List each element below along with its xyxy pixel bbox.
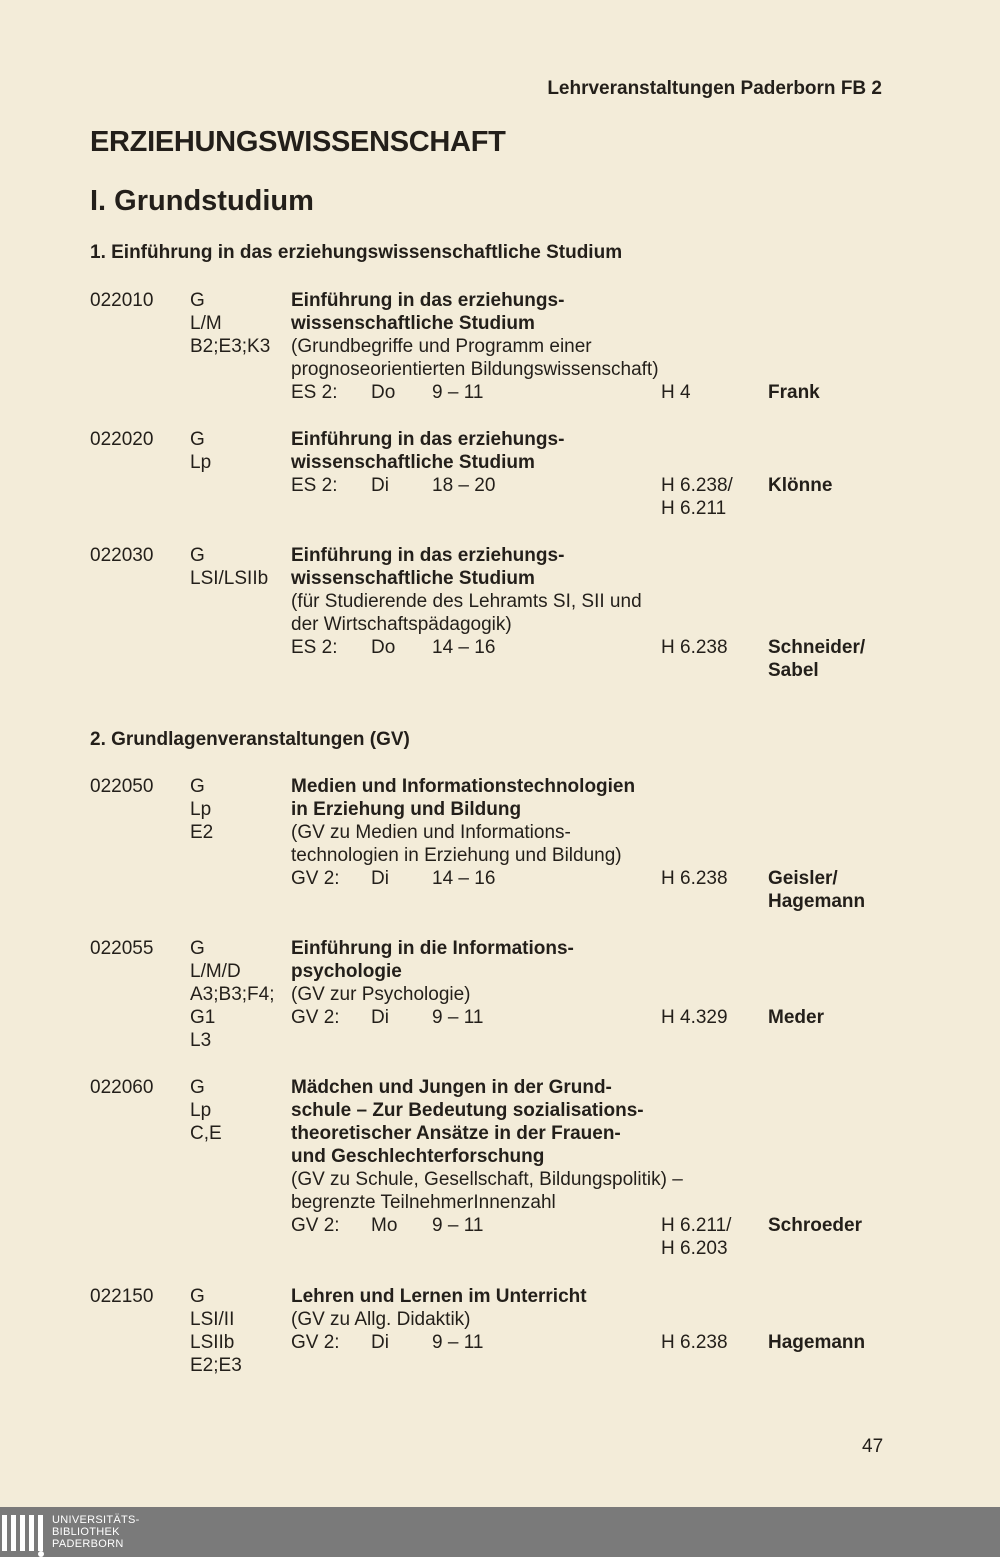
- course-code: G: [190, 545, 205, 566]
- course-type: GV 2:: [291, 1215, 340, 1236]
- course-title-line: Einführung in das erziehungs-: [291, 429, 565, 450]
- course-code: G: [190, 938, 205, 959]
- course-code: Lp: [190, 799, 212, 820]
- course-day: Di: [371, 475, 389, 496]
- course-title-line: Einführung in das erziehungs-: [291, 290, 565, 311]
- course-lecturer: Hagemann: [768, 1332, 866, 1353]
- footer-logo-line: UNIVERSITÄTS-: [52, 1514, 140, 1526]
- course-lecturer: Schroeder: [768, 1215, 862, 1236]
- course-code: E2: [190, 822, 214, 843]
- logo-dot-icon: [38, 1551, 44, 1557]
- course-code: Lp: [190, 452, 212, 473]
- section-heading-1: 1. Einführung in das erziehungswissenschaftliche Studium: [90, 242, 623, 263]
- library-logo-icon: [2, 1515, 46, 1551]
- course-type: ES 2:: [291, 637, 338, 658]
- course-description-line: (Grundbegriffe und Programm einer: [291, 336, 592, 357]
- running-header: Lehrveranstaltungen Paderborn FB 2: [547, 78, 882, 99]
- footer-logo-line: BIBLIOTHEK: [52, 1526, 120, 1538]
- course-number: 022055: [90, 938, 154, 959]
- course-title-line: Einführung in die Informations-: [291, 938, 574, 959]
- course-code: G: [190, 429, 205, 450]
- course-code: L3: [190, 1030, 212, 1051]
- course-title-line: psychologie: [291, 961, 402, 982]
- course-code: E2;E3: [190, 1355, 242, 1376]
- course-day: Mo: [371, 1215, 398, 1236]
- course-room: H 6.211/: [661, 1215, 732, 1236]
- course-code: Lp: [190, 1100, 212, 1121]
- course-room: H 6.238: [661, 1332, 728, 1353]
- course-day: Di: [371, 868, 389, 889]
- course-day: Do: [371, 382, 396, 403]
- course-code: C,E: [190, 1123, 222, 1144]
- course-code: L/M: [190, 313, 222, 334]
- course-description-line: (GV zu Medien und Informations-: [291, 822, 571, 843]
- course-title-line: wissenschaftliche Studium: [291, 568, 535, 589]
- library-footer-bar: [0, 1507, 1000, 1557]
- course-code: G: [190, 290, 205, 311]
- course-description-line: (GV zu Schule, Gesellschaft, Bildungspolitik) –: [291, 1169, 683, 1190]
- footer-logo-line: PADERBORN: [52, 1538, 124, 1550]
- course-code: B2;E3;K3: [190, 336, 271, 357]
- course-day: Di: [371, 1332, 389, 1353]
- course-lecturer: Geisler/: [768, 868, 838, 889]
- course-number: 022010: [90, 290, 154, 311]
- course-room: H 4.329: [661, 1007, 728, 1028]
- course-type: GV 2:: [291, 1007, 340, 1028]
- course-type: GV 2:: [291, 868, 340, 889]
- course-type: ES 2:: [291, 475, 338, 496]
- course-code: A3;B3;F4;: [190, 984, 275, 1005]
- course-time: 14 – 16: [432, 868, 496, 889]
- part-title: I. Grundstudium: [90, 185, 314, 217]
- course-code: G: [190, 1077, 205, 1098]
- course-type: ES 2:: [291, 382, 338, 403]
- course-lecturer: Hagemann: [768, 891, 866, 912]
- course-description-line: begrenzte TeilnehmerInnenzahl: [291, 1192, 556, 1213]
- subject-title: ERZIEHUNGSWISSENSCHAFT: [90, 126, 506, 158]
- course-code: G: [190, 776, 205, 797]
- course-lecturer: Klönne: [768, 475, 833, 496]
- course-room: H 6.203: [661, 1238, 728, 1259]
- course-time: 18 – 20: [432, 475, 496, 496]
- course-description-line: prognoseorientierten Bildungswissenschaft): [291, 359, 659, 380]
- course-description-line: der Wirtschaftspädagogik): [291, 614, 512, 635]
- course-title-line: Mädchen und Jungen in der Grund-: [291, 1077, 612, 1098]
- course-title-line: wissenschaftliche Studium: [291, 452, 535, 473]
- course-room: H 6.211: [661, 498, 727, 519]
- course-lecturer: Sabel: [768, 660, 819, 681]
- course-description-line: (für Studierende des Lehramts SI, SII und: [291, 591, 642, 612]
- course-title-line: wissenschaftliche Studium: [291, 313, 535, 334]
- course-day: Di: [371, 1007, 389, 1028]
- course-title-line: schule – Zur Bedeutung sozialisations-: [291, 1100, 644, 1121]
- course-number: 022150: [90, 1286, 154, 1307]
- course-number: 022050: [90, 776, 154, 797]
- course-title-line: Einführung in das erziehungs-: [291, 545, 565, 566]
- course-code: G: [190, 1286, 205, 1307]
- course-lecturer: Meder: [768, 1007, 824, 1028]
- course-time: 9 – 11: [432, 1215, 484, 1236]
- course-title-line: und Geschlechterforschung: [291, 1146, 545, 1167]
- course-type: GV 2:: [291, 1332, 340, 1353]
- course-title-line: Medien und Informationstechnologien: [291, 776, 636, 797]
- course-room: H 6.238: [661, 868, 728, 889]
- course-code: G1: [190, 1007, 216, 1028]
- course-room: H 6.238/: [661, 475, 733, 496]
- course-description-line: technologien in Erziehung und Bildung): [291, 845, 622, 866]
- course-code: LSIIb: [190, 1332, 235, 1353]
- course-number: 022060: [90, 1077, 154, 1098]
- course-lecturer: Schneider/: [768, 637, 866, 658]
- section-heading-2: 2. Grundlagenveranstaltungen (GV): [90, 729, 410, 750]
- course-title-line: Lehren und Lernen im Unterricht: [291, 1286, 587, 1307]
- course-time: 9 – 11: [432, 382, 484, 403]
- course-lecturer: Frank: [768, 382, 820, 403]
- course-time: 9 – 11: [432, 1332, 484, 1353]
- course-time: 9 – 11: [432, 1007, 484, 1028]
- course-code: L/M/D: [190, 961, 241, 982]
- course-title-line: theoretischer Ansätze in der Frauen-: [291, 1123, 621, 1144]
- course-number: 022020: [90, 429, 154, 450]
- course-description-line: (GV zu Allg. Didaktik): [291, 1309, 471, 1330]
- course-description-line: (GV zur Psychologie): [291, 984, 471, 1005]
- course-title-line: in Erziehung und Bildung: [291, 799, 522, 820]
- course-code: LSI/II: [190, 1309, 235, 1330]
- course-time: 14 – 16: [432, 637, 496, 658]
- course-room: H 4: [661, 382, 691, 403]
- course-day: Do: [371, 637, 396, 658]
- course-room: H 6.238: [661, 637, 728, 658]
- course-number: 022030: [90, 545, 154, 566]
- course-code: LSI/LSIIb: [190, 568, 269, 589]
- page-number: 47: [862, 1436, 884, 1457]
